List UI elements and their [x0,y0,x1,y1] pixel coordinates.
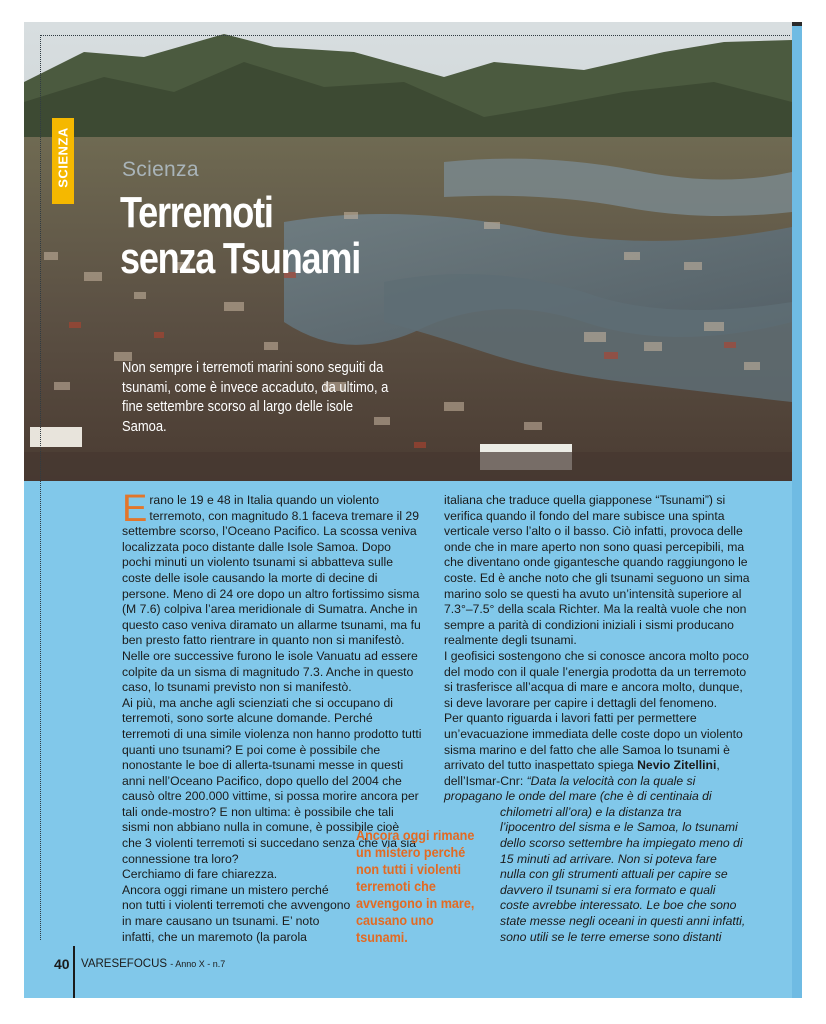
section-tab [52,118,74,204]
page-edge-cap [792,22,802,26]
quote-line: dello scorso settembre ha impiegato meno di [500,836,743,851]
quote-line: davvero il tsunami si era formato e quali [500,882,716,897]
frame-dotted-top [40,35,790,36]
section-kicker: Scienza [122,158,199,181]
article-headline [120,190,360,282]
quote-line: sono utili se le terre emerse sono distanti [500,929,722,944]
quote-line: “Data la velocità con la quale si [526,773,696,788]
section-tab-label: SCIENZA [55,127,71,188]
quote-line: coste avrebbe interessato. Le boe che sono [500,898,737,913]
footer-magazine [81,958,225,970]
headline-line-2: senza Tsunami [120,234,360,283]
drop-cap: E [122,488,148,530]
frame-dotted-left [40,35,41,940]
body-paragraph: I geofisici sostengono che si conosce ancora molto poco del modo con il quale l’energia prodotta da un terremoto si trasferisce all’acqua di mare e ancora molto, dunque, si deve lavorare per capire i dettagli del fenomeno. [444,648,749,710]
body-paragraph: Per quanto riguarda i lavori fatti per permettere un’evacuazione immediata delle coste dopo un violento sisma marino e del fatto che alle Samoa lo tsunami è arrivato del tutto inaspettato spiega [444,711,743,773]
quote-line: state messe negli oceani in questi anni infatti, [500,914,746,929]
speaker-affiliation: dell’Ismar-Cnr: [444,773,524,788]
body-paragraph: Ancora oggi rimane un mistero perché non tutti i violenti terremoti che avvengono in mare causano un tsunami. E’ noto infatti, che un maremoto (la parola [122,882,351,944]
quote-line: nulla con gli strumenti attuali per capire se [500,867,728,882]
headline-line-1: Terremoti [120,188,273,237]
page-edge-bar [792,22,802,998]
magazine-name: VARESEFOCUS [81,958,168,970]
quote-line: chilometri all’ora) e la distanza tra [500,804,682,819]
quote-line: propagano le onde del mare (che è di centinaia di [444,789,712,804]
footer-rule [73,946,75,998]
body-paragraph: Cerchiamo di fare chiarezza. [122,867,278,882]
quote-line: l’ipocentro del sisma e le Samoa, lo tsunami [500,820,738,835]
body-column-2: italiana che traduce quella giapponese “Tsunami”) si verifica quando il fondo del mare subisce una spinta verticale verso l’alto o il basso. Ciò infatti, provoca delle onde che in mare aperto non sono quasi percepibili, ma che diventano onde gigantesche quando raggiungono le coste. Ed è anche noto che gli tsunami seguono un sima marino solo se questi ha avuto un’intensità superiore al 7.3°–7.5° della scala Richter. Ma la realtà vuole che non sempre a parità di condizioni iniziali i sismi producano realmente degli tsunami. I geofisici sostengono che si conosce ancora molto poco del modo con il quale l’energia prodotta da un terremoto si trasferisce all’acqua di mare e ancora molto, dunque, si deve lavorare per capire i dettagli del fenomeno. Per quanto riguarda i lavori fatti per permettere un’evacuazione immediata delle coste dopo un violento sisma marino e del fatto che alle Samoa lo tsunami è arrivato del tutto inaspettato spiega Nevio Zitellini, dell’Ismar-Cnr: “Data la velocità con la quale si propagano le onde del mare (che è di centinaia di chilometri all’ora) e la distanza tra l’ipocentro del sisma e le Samoa, lo tsunami dello scorso settembre ha impiegato meno di 15 minuti ad arrivare. Non si poteva fare nulla con gli strumenti attuali per capire se davvero il tsunami si era formato e quali coste avrebbe interessato. Le boe che sono state messe negli oceani in questi anni infatti, sono utili se le terre emerse sono distanti [444,493,750,944]
body-paragraph: Ai più, ma anche agli scienziati che si occupano di terremoti, sono sorte alcune domande. Perché terremoti di una simile violenza non hanno prodotto tutti quanti uno tsunami? E poi come è possibile che nonostante le boe di allerta-tsunami messe in questi anni nell’Oceano Pacifico, dopo quello del 2004 che causò oltre 200.000 vittime, si possa morire ancora per tali onde-mostro? E non ultima: è possibile che tali sismi non abbiano nulla in comune, è possibile cioè che 3 violenti terremoti si succedano senza che via sia connessione tra loro? [122,695,422,866]
page-number: 40 [54,956,70,972]
issue-info: - Anno X - n.7 [170,959,226,969]
pull-quote: Ancora oggi rimane un mistero perché non tutti i violenti terremoti che avvengono in mare, causano uno tsunami. [356,827,475,945]
body-paragraph: italiana che traduce quella giapponese “Tsunami”) si verifica quando il fondo del mare subisce una spinta verticale verso l’alto o il basso. Ciò infatti, provoca delle onde che in mare aperto non sono quasi percepibili, ma che diventano onde gigantesche quando raggiungono le coste. Ed è anche noto che gli tsunami seguono un sima marino solo se questi ha avuto un’intensità superiore al 7.3°–7.5° della scala Richter. Ma la realtà vuole che non sempre a parità di condizioni iniziali i sismi producano realmente degli tsunami. [444,493,750,648]
speaker-name: Nevio Zitellini [637,758,717,773]
article-intro: Non sempre i terremoti marini sono seguiti da tsunami, come è invece accaduto, da ultimo, a fine settembre scorso al largo delle isole Samoa. [122,360,389,435]
quote-line: 15 minuti ad arrivare. Non si poteva fare [500,851,717,866]
body-paragraph: rano le 19 e 48 in Italia quando un violento terremoto, con magnitudo 8.1 faceva tremare il 29 settembre scorso, l’Oceano Pacifico. La scossa veniva localizzata poco distante dalle Isole Samoa. Dopo pochi minuti un violento tsunami si abbatteva sulle coste delle isole causando la morte di decine di persone. Meno di 24 ore dopo un altro fortissimo sisma (M 7.6) colpiva l’area meridionale di Sumatra. Anche in questo caso veniva diramato un allarme tsunami, ma fu ben presto fatto rientrare in quanto non si manifestò. Nelle ore successive furono le isole Vanuatu ad essere colpite da un sisma di magnitudo 7.3. Anche in questo caso, lo tsunami previsto non si manifestò. [122,493,421,695]
